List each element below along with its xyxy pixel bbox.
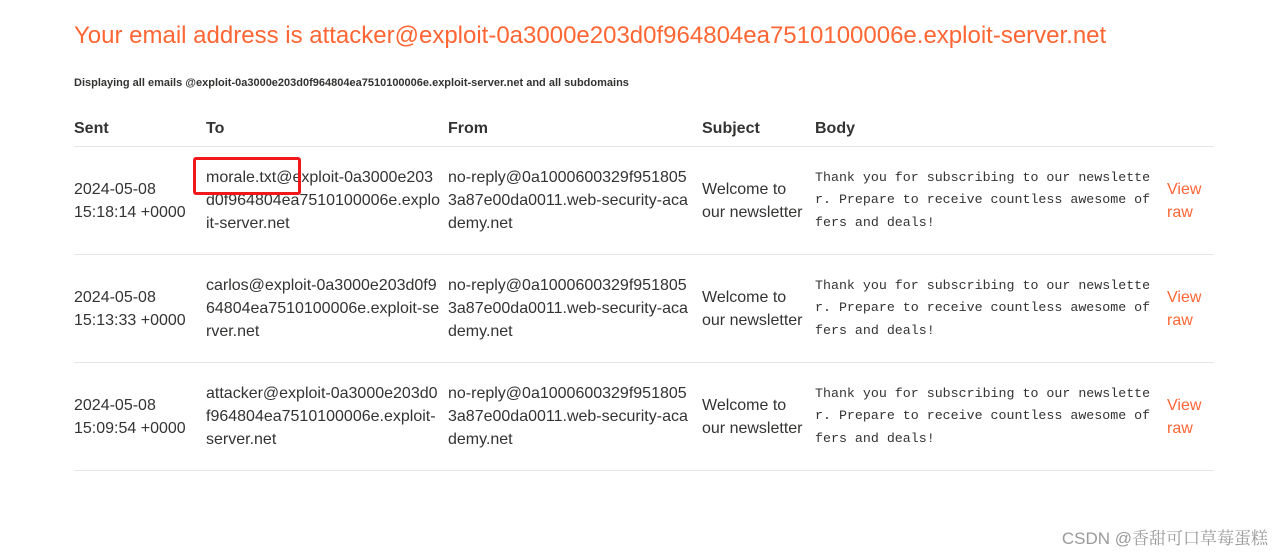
to-cell: carlos@exploit-0a3000e203d0f964804ea7510100006e.exploit-server.net: [206, 255, 448, 363]
table-header: [74, 114, 1214, 147]
col-subject: Subject: [702, 114, 815, 147]
from-cell: no-reply@0a1000600329f9518053a87e00da0011.web-security-academy.net: [448, 363, 702, 471]
from-cell: no-reply@0a1000600329f9518053a87e00da0011.web-security-academy.net: [448, 255, 702, 363]
subject-cell: Welcome to our newsletter: [702, 363, 815, 471]
to-cell: morale.txt@exploit-0a3000e203d0f964804ea7510100006e.exploit-server.net: [206, 147, 448, 255]
subject-cell: Welcome to our newsletter: [702, 147, 815, 255]
page-title: Your email address is attacker@exploit-0a3000e203d0f964804ea7510100006e.exploit-server.net: [74, 22, 1107, 49]
from-cell: no-reply@0a1000600329f9518053a87e00da0011.web-security-academy.net: [448, 147, 702, 255]
sent-cell: 2024-05-08 15:13:33 +0000: [74, 255, 206, 363]
view-raw-link[interactable]: View raw: [1167, 396, 1202, 437]
col-from: From: [448, 114, 702, 147]
col-sent: Sent: [74, 114, 206, 147]
watermark: CSDN @香甜可口草莓蛋糕: [1061, 529, 1268, 548]
to-cell: attacker@exploit-0a3000e203d0f964804ea7510100006e.exploit-server.net: [206, 363, 448, 471]
highlight-box: [193, 157, 301, 195]
subtitle: Displaying all emails @exploit-0a3000e203d0f964804ea7510100006e.exploit-server.net and all subdomains: [74, 77, 629, 89]
col-to: To: [206, 114, 448, 147]
body-cell: Thank you for subscribing to our newsletter. Prepare to receive countless awesome offers and deals!: [815, 255, 1167, 363]
view-raw-link[interactable]: View raw: [1167, 288, 1202, 329]
table-row: [74, 363, 1214, 471]
view-raw-link[interactable]: View raw: [1167, 180, 1202, 221]
sent-cell: 2024-05-08 15:18:14 +0000: [74, 147, 206, 255]
sent-cell: 2024-05-08 15:09:54 +0000: [74, 363, 206, 471]
body-cell: Thank you for subscribing to our newsletter. Prepare to receive countless awesome offers and deals!: [815, 147, 1167, 255]
body-cell: Thank you for subscribing to our newsletter. Prepare to receive countless awesome offers and deals!: [815, 363, 1167, 471]
subject-cell: Welcome to our newsletter: [702, 255, 815, 363]
col-body: Body: [815, 114, 1167, 147]
table-row: [74, 255, 1214, 363]
